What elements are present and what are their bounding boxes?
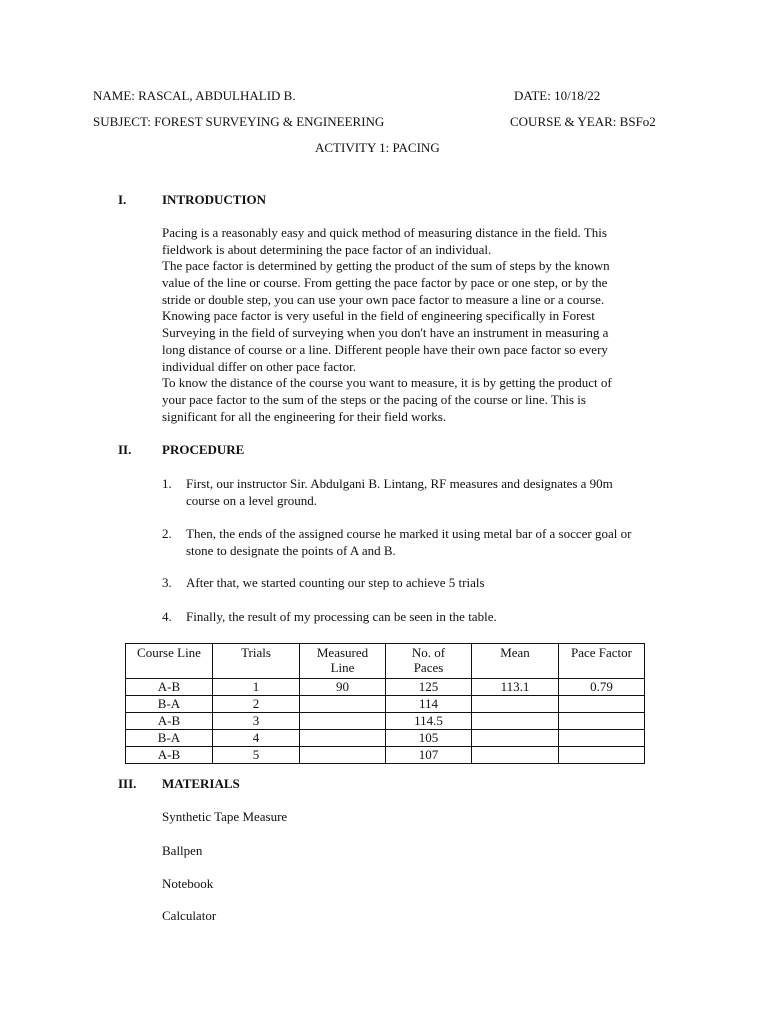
material-item: Calculator (162, 908, 217, 923)
table-cell (300, 730, 386, 747)
procedure-item-text: After that, we started counting our step to achieve 5 trials (186, 575, 485, 590)
intro-line: value of the line or course. From getting the pace factor by pace or one step, or by the (162, 275, 608, 291)
column-header-mean: Mean (472, 644, 559, 679)
intro-line: stride or double step, you can use your own pace factor to measure a line or a course. (162, 291, 605, 307)
table-cell: 5 (213, 747, 300, 764)
table-row (126, 747, 645, 764)
table-cell: 4 (213, 730, 300, 747)
table-cell (300, 713, 386, 730)
procedure-item-text: stone to designate the points of A and B. (186, 543, 396, 558)
table-header-row (126, 644, 645, 679)
material-item: Ballpen (162, 843, 203, 858)
table-cell: 107 (386, 747, 472, 764)
table-cell (559, 696, 645, 713)
intro-line: long distance of course or a line. Different people have their own pace factor so every (162, 341, 608, 357)
procedure-item-text: Then, the ends of the assigned course he marked it using metal bar of a soccer goal or (186, 526, 632, 541)
intro-line: To know the distance of the course you want to measure, it is by getting the product of (162, 375, 612, 391)
column-header-trials: Trials (213, 644, 300, 679)
column-header-no-of-paces: No. of Paces (386, 644, 472, 679)
student-name: NAME: RASCAL, ABDULHALID B. (93, 88, 296, 103)
intro-line: Knowing pace factor is very useful in the field of engineering specifically in Forest (162, 308, 595, 324)
table-cell (472, 696, 559, 713)
table-cell: 2 (213, 696, 300, 713)
procedure-item-text: course on a level ground. (186, 493, 318, 508)
table-cell (472, 747, 559, 764)
procedure-item-text: First, our instructor Sir. Abdulgani B. Lintang, RF measures and designates a 90m (186, 476, 613, 491)
intro-line: The pace factor is determined by getting the product of the sum of steps by the known (162, 258, 610, 274)
table-cell: A-B (126, 713, 213, 730)
intro-line: Pacing is a reasonably easy and quick method of measuring distance in the field. This (162, 225, 607, 240)
intro-paragraph (162, 225, 662, 425)
intro-numeral: I. (118, 192, 127, 207)
table-row (126, 696, 645, 713)
table-cell: 114 (386, 696, 472, 713)
procedure-item-number: 4. (162, 609, 172, 624)
intro-line: significant for all the engineering for their field works. (162, 408, 447, 424)
procedure-item-number: 2. (162, 526, 172, 541)
procedure-item-number: 1. (162, 476, 172, 491)
table-cell: B-A (126, 730, 213, 747)
table-cell: 3 (213, 713, 300, 730)
report-date: DATE: 10/18/22 (514, 88, 601, 103)
intro-line: fieldwork is about determining the pace factor of an individual. (162, 241, 492, 257)
table-cell (300, 696, 386, 713)
procedure-heading: PROCEDURE (162, 442, 245, 457)
material-item: Notebook (162, 876, 214, 891)
procedure-item-number: 3. (162, 575, 172, 590)
table-cell (559, 730, 645, 747)
table-cell: B-A (126, 696, 213, 713)
table-cell: 114.5 (386, 713, 472, 730)
table-cell: 90 (300, 679, 386, 696)
subject-line: SUBJECT: FOREST SURVEYING & ENGINEERING (93, 114, 385, 129)
table-cell: 105 (386, 730, 472, 747)
table-cell (559, 713, 645, 730)
table-cell: 0.79 (559, 679, 645, 696)
pacing-results-table (125, 643, 645, 764)
table-cell (472, 730, 559, 747)
table-cell (472, 713, 559, 730)
activity-title: ACTIVITY 1: PACING (315, 140, 440, 155)
table-cell: 113.1 (472, 679, 559, 696)
table-row (126, 730, 645, 747)
intro-heading: INTRODUCTION (162, 192, 267, 207)
column-header-course-line: Course Line (126, 644, 213, 679)
column-header-measured-line: Measured Line (300, 644, 386, 679)
intro-line: individual differ on other pace factor. (162, 358, 356, 374)
table-cell: 1 (213, 679, 300, 696)
materials-heading: MATERIALS (162, 776, 240, 791)
intro-line: Surveying in the field of surveying when you don't have an instrument in measuring a (162, 325, 609, 341)
procedure-item-text: Finally, the result of my processing can be seen in the table. (186, 609, 497, 624)
table-row (126, 713, 645, 730)
intro-line: your pace factor to the sum of the steps or the pacing of the course or line. This is (162, 391, 586, 407)
procedure-numeral: II. (118, 442, 132, 457)
table-cell: A-B (126, 747, 213, 764)
table-cell: A-B (126, 679, 213, 696)
material-item: Synthetic Tape Measure (162, 809, 288, 824)
table-cell (300, 747, 386, 764)
column-header-pace-factor: Pace Factor (559, 644, 645, 679)
course-year: COURSE & YEAR: BSFo2 (510, 114, 656, 129)
table-row (126, 679, 645, 696)
table-cell (559, 747, 645, 764)
table-cell: 125 (386, 679, 472, 696)
materials-numeral: III. (118, 776, 137, 791)
